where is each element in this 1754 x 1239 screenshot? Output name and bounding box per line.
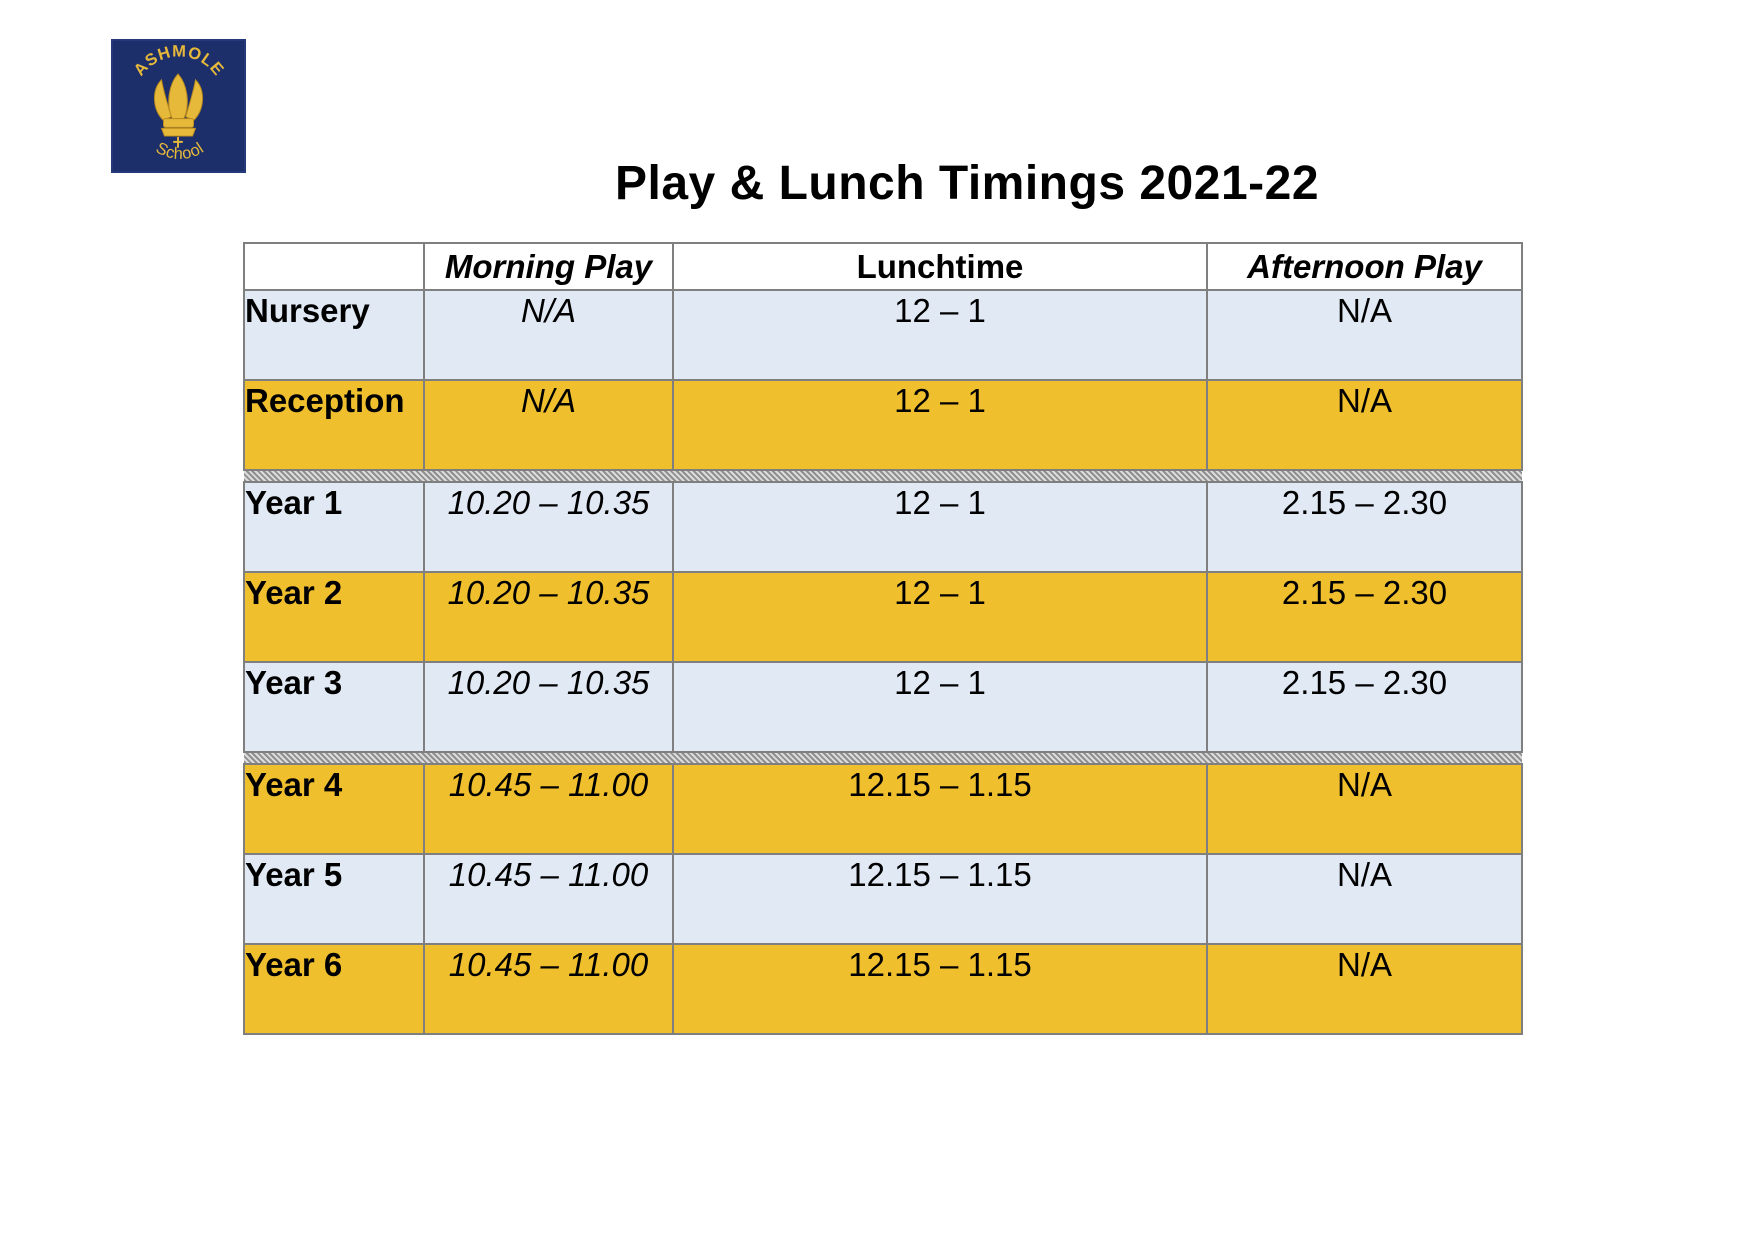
separator-cell [244,752,1522,764]
row-label: Reception [244,380,424,470]
separator-cell [244,470,1522,482]
afternoon-play-cell: N/A [1207,944,1522,1034]
group-separator [244,752,1522,764]
morning-play-cell: 10.45 – 11.00 [424,854,673,944]
afternoon-play-cell: N/A [1207,854,1522,944]
header-morning-play: Morning Play [424,243,673,290]
group-separator [244,470,1522,482]
table-row [244,764,1522,854]
lunchtime-cell: 12 – 1 [673,290,1207,380]
header-blank [244,243,424,290]
afternoon-play-cell: 2.15 – 2.30 [1207,482,1522,572]
lunchtime-cell: 12.15 – 1.15 [673,854,1207,944]
lunchtime-cell: 12 – 1 [673,380,1207,470]
afternoon-play-cell: N/A [1207,290,1522,380]
row-label: Year 2 [244,572,424,662]
row-label: Year 3 [244,662,424,752]
row-label: Year 6 [244,944,424,1034]
morning-play-cell: N/A [424,290,673,380]
row-label: Year 1 [244,482,424,572]
lunchtime-cell: 12.15 – 1.15 [673,944,1207,1034]
afternoon-play-cell: 2.15 – 2.30 [1207,572,1522,662]
page-title: Play & Lunch Timings 2021-22 [614,157,1320,210]
table-row [244,944,1522,1034]
lunchtime-cell: 12 – 1 [673,482,1207,572]
lunchtime-cell: 12 – 1 [673,662,1207,752]
header-lunchtime: Lunchtime [673,243,1207,290]
row-label: Year 4 [244,764,424,854]
table-row [244,380,1522,470]
header-row [244,243,1522,290]
afternoon-play-cell: N/A [1207,380,1522,470]
row-label: Nursery [244,290,424,380]
morning-play-cell: 10.20 – 10.35 [424,572,673,662]
morning-play-cell: N/A [424,380,673,470]
table-row [244,290,1522,380]
row-label: Year 5 [244,854,424,944]
table-row [244,482,1522,572]
afternoon-play-cell: N/A [1207,764,1522,854]
header-afternoon-play: Afternoon Play [1207,243,1522,290]
morning-play-cell: 10.20 – 10.35 [424,482,673,572]
logo-bottom-text: School [152,138,208,164]
morning-play-cell: 10.45 – 11.00 [424,944,673,1034]
timings-table [243,242,1523,1035]
logo-top-text: ASHMOLE [130,42,228,80]
table-row [244,572,1522,662]
afternoon-play-cell: 2.15 – 2.30 [1207,662,1522,752]
morning-play-cell: 10.20 – 10.35 [424,662,673,752]
svg-text:ASHMOLE [130,42,227,79]
morning-play-cell: 10.45 – 11.00 [424,764,673,854]
lunchtime-cell: 12.15 – 1.15 [673,764,1207,854]
table-row [244,854,1522,944]
table-row [244,662,1522,752]
lunchtime-cell: 12 – 1 [673,572,1207,662]
